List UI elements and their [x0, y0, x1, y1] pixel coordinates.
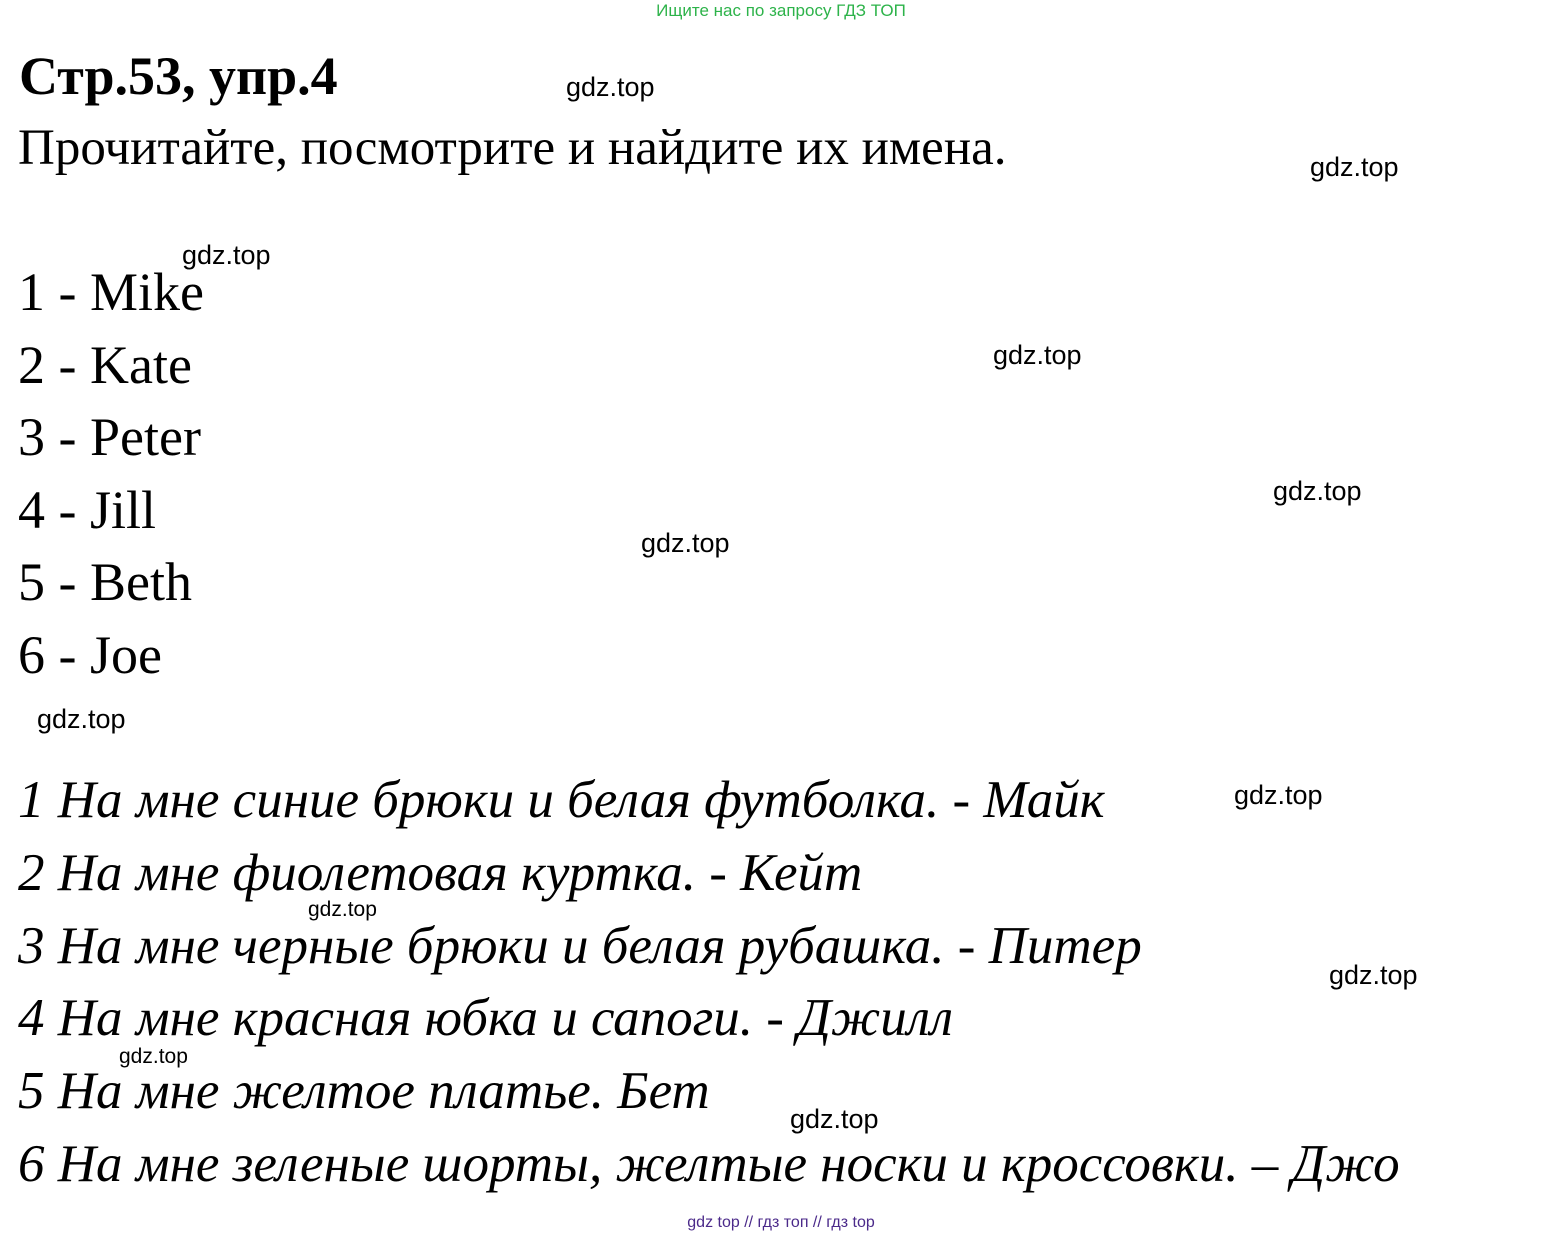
watermark: gdz.top: [993, 340, 1082, 370]
watermark: gdz.top: [37, 704, 126, 734]
answer-item: 5 На мне желтое платье. Бет: [18, 1062, 710, 1121]
watermark: gdz.top: [1329, 960, 1418, 990]
answers-list: [18, 764, 1400, 1201]
answer-item: 3 На мне черные брюки и белая рубашка. - Питер: [18, 916, 1142, 975]
name-item: 6 - Joe: [18, 624, 162, 685]
answer-item: 4 На мне красная юбка и сапоги. - Джилл: [18, 989, 953, 1048]
watermark: gdz.top: [566, 72, 655, 102]
watermark: gdz.top: [308, 898, 377, 921]
name-item: 4 - Jill: [18, 479, 157, 540]
name-item: 1 - Mike: [18, 262, 204, 322]
footer-links: gdz top // гдз топ // гдз top: [687, 1214, 875, 1231]
page-title: Стр.53, упр.4: [19, 46, 338, 106]
answer-item: 2 На мне фиолетовая куртка. - Кейт: [18, 843, 863, 902]
watermark: gdz.top: [790, 1104, 879, 1134]
name-item: 3 - Peter: [18, 407, 201, 468]
top-banner: Ищите нас по запросу ГДЗ ТОП: [656, 1, 906, 20]
answer-item: 6 На мне зеленые шорты, желтые носки и кроссовки. – Джо: [18, 1134, 1400, 1193]
watermark: gdz.top: [1310, 152, 1399, 182]
watermark: gdz.top: [1273, 476, 1362, 506]
watermark: gdz.top: [641, 528, 730, 558]
watermark: gdz.top: [182, 240, 271, 270]
watermark: gdz.top: [119, 1045, 188, 1068]
watermark: gdz.top: [1234, 780, 1323, 810]
exercise-instruction: Прочитайте, посмотрите и найдите их имена.: [18, 120, 1007, 176]
names-list: [18, 256, 204, 692]
answer-item: 1 На мне синие брюки и белая футболка. - Майк: [18, 771, 1105, 829]
name-item: 2 - Kate: [18, 334, 192, 395]
name-item: 5 - Beth: [18, 552, 192, 613]
